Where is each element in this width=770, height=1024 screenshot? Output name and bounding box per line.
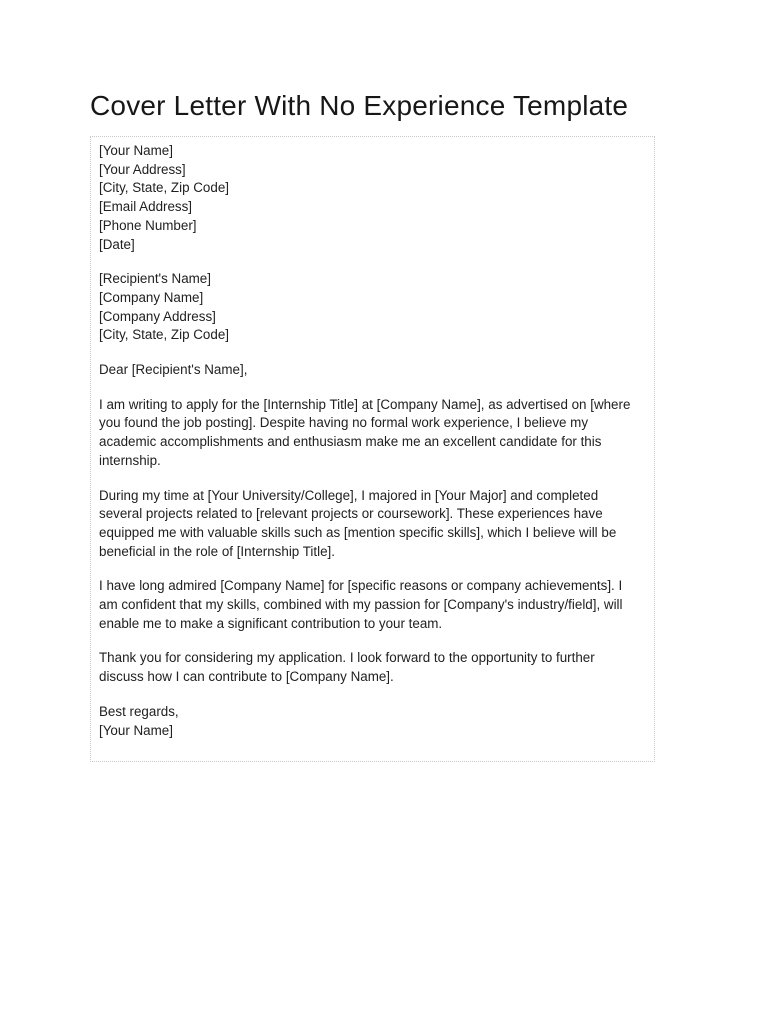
salutation: Dear [Recipient's Name],	[99, 362, 248, 378]
date-line: [Date]	[99, 236, 135, 252]
paragraph-education-skills: During my time at [Your University/College], I majored in [Your Major] and completed several projects related to [relevant projects or coursework]. These experiences have equipped me with valuable skills such as [mention specific skills], which I believe will be beneficial in the role of [Internship Title].	[99, 487, 617, 559]
recipient-company-address-line: [Company Address]	[99, 308, 216, 324]
paragraph-company-interest: I have long admired [Company Name] for [specific reasons or company achievements]. I am confident that my skills, combined with my passion for [Company's industry/field], will enable me to make a significant contribution to your team.	[99, 578, 623, 631]
paragraph-thank-you: Thank you for considering my application. I look forward to the opportunity to further discuss how I can contribute to [Company Name].	[99, 650, 595, 685]
page-title: Cover Letter With No Experience Template	[90, 90, 629, 121]
sender-city-state-zip-line: [City, State, Zip Code]	[99, 180, 229, 196]
sender-address-line: [Your Address]	[99, 161, 186, 177]
closing-block	[99, 703, 642, 740]
sender-block	[99, 142, 642, 254]
signature-name-line: [Your Name]	[99, 722, 173, 738]
sender-email-line: [Email Address]	[99, 199, 193, 215]
recipient-block	[99, 270, 642, 345]
recipient-city-state-zip-line: [City, State, Zip Code]	[99, 327, 229, 343]
recipient-name-line: [Recipient's Name]	[99, 271, 211, 287]
sender-name-line: [Your Name]	[99, 143, 173, 158]
sender-phone-line: [Phone Number]	[99, 217, 197, 233]
closing-line: Best regards,	[99, 703, 179, 719]
paragraph-introduction: I am writing to apply for the [Internship Title] at [Company Name], as advertised on [where you found the job posting]. Despite having no formal work experience, I believe my academic accomplishments and enthusiasm make me an excellent candidate for this internship.	[99, 396, 631, 468]
cover-letter-template-box	[90, 136, 655, 762]
recipient-company-name-line: [Company Name]	[99, 289, 204, 305]
